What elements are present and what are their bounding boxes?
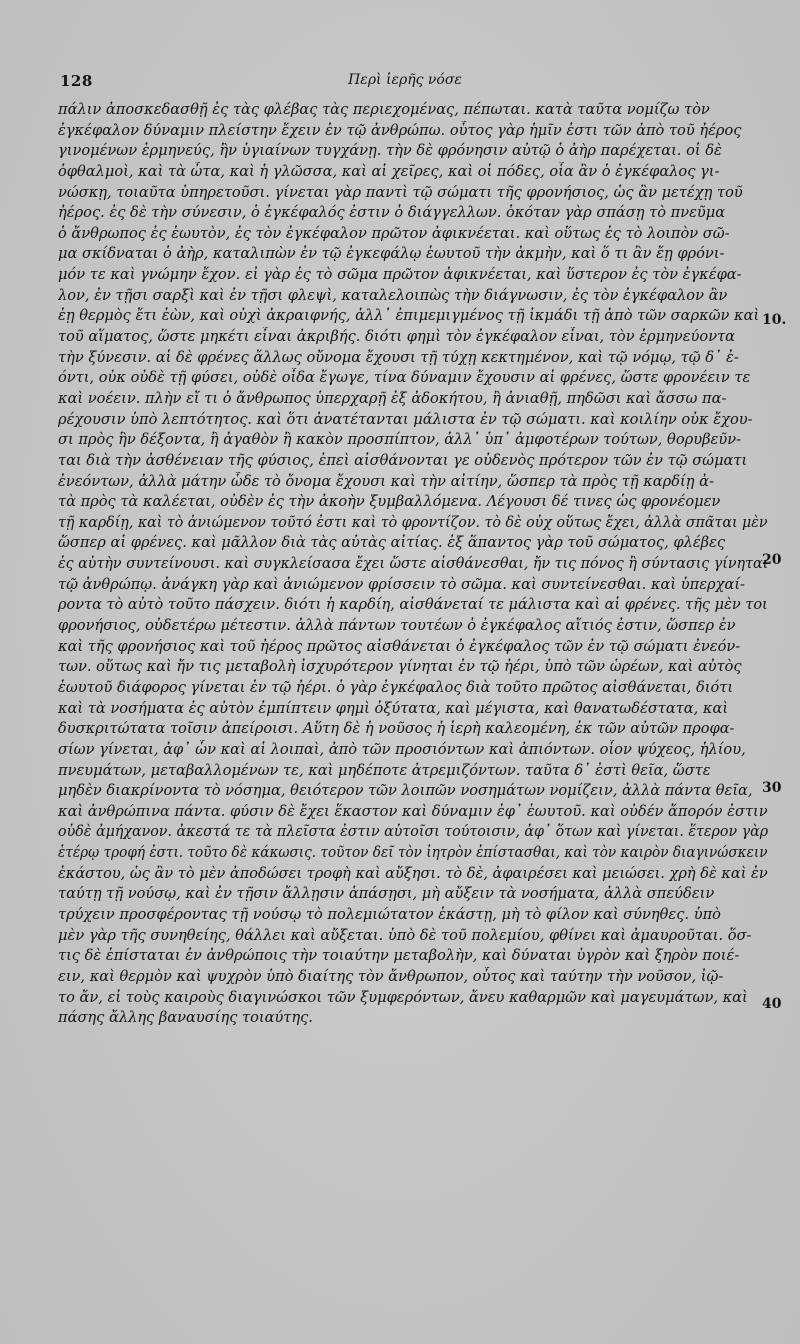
text-line: ἑωυτοῦ διάφορος γίνεται ἐν τῷ ἠέρι. ὁ γὰρ ἐγκέφαλος διὰ τοῦτο πρῶτος αἰσθάνεται, διότι	[58, 678, 734, 696]
text-line: γινομένων ἑρμηνεύς, ἢν ὑγιαίνων τυγχάνῃ. τὴν δὲ φρόνησιν αὐτῷ ὁ ἀὴρ παρέχεται. οἱ δὲ	[58, 142, 722, 160]
text-line: λον, ἐν τῇσι σαρξὶ καὶ ἐν τῇσι φλεψὶ, καταλελοιπὼς τὴν διάγνωσιν, ἐς τὸν ἐγκέφαλον ἂν	[58, 286, 728, 304]
margin-number: 30	[762, 780, 782, 796]
text-line: μηδὲν διακρίνοντα τὸ νόσημα, θειότερον τῶν λοιπῶν νοσημάτων νομίζειν, ἀλλὰ πάντα θεῖα,	[58, 782, 753, 800]
text-line: ρέχουσιν ὑπὸ λεπτότητος. καὶ ὅτι ἀνατέτανται μάλιστα ἐν τῷ σώματι. καὶ κοιλίην οὐκ ἔχου-	[58, 410, 753, 428]
text-line: τὴν ξύνεσιν. αἱ δὲ φρένες ἄλλως οὔνομα ἔχουσι τῇ τύχῃ κεκτημένον, καὶ τῷ νόμῳ, τῷ δ᾽ ἐ-	[58, 348, 739, 366]
text-line: καὶ ἀνθρώπινα πάντα. φύσιν δὲ ἔχει ἕκαστον καὶ δύναμιν ἐφ᾽ ἑωυτοῦ. καὶ οὐδέν ἄπορόν ἐστιν	[58, 802, 768, 820]
text-line: ταύτῃ τῇ νούσῳ, καὶ ἐν τῇσιν ἄλλῃσιν ἁπάσῃσι, μὴ αὔξειν τὰ νοσήματα, ἀλλὰ σπεύδειν	[58, 885, 715, 903]
text-line: ὁ ἄνθρωπος ἐς ἑωυτὸν, ἐς τὸν ἐγκέφαλον πρῶτον ἀφικνέεται. καὶ οὕτως ἐς τὸ λοιπὸν σῶ-	[58, 224, 730, 242]
text-line: μὲν γὰρ τῆς συνηθείης, θάλλει καὶ αὔξεται. ὑπὸ δὲ τοῦ πολεμίου, φθίνει καὶ ἀμαυροῦται. ὅσ-	[58, 926, 752, 944]
text-line: οὐδὲ ἀμήχανον. ἀκεστά τε τὰ πλεῖστα ἐστιν αὐτοῖσι τούτοισιν, ἀφ᾽ ὅτων καὶ γίνεται. ἕτερον γὰρ	[58, 823, 768, 841]
text-line: ειν, καὶ θερμὸν καὶ ψυχρὸν ὑπὸ διαίτης τὸν ἄνθρωπον, οὗτος καὶ ταύτην τὴν νοῦσον, ἰῷ-	[58, 967, 724, 985]
text-line: ἠέρος. ἐς δὲ τὴν σύνεσιν, ὁ ἐγκέφαλός ἐστιν ὁ διάγγελλων. ὁκόταν γὰρ σπάσῃ τὸ πνεῦμα	[58, 204, 726, 222]
margin-number: 40	[762, 996, 782, 1012]
text-line: πάλιν ἀποσκεδασθῇ ἐς τὰς φλέβας τὰς περιεχομένας, πέπωται. κατὰ ταῦτα νομίζω τὸν	[58, 101, 710, 118]
text-line: τῷ ἀνθρώπῳ. ἀνάγκη γὰρ καὶ ἀνιώμενον φρίσσειν τὸ σῶμα. καὶ συντείνεσθαι. καὶ ὑπερχαί-	[58, 575, 745, 593]
margin-line-numbers	[758, 0, 798, 1344]
text-line: τοῦ αἵματος, ὥστε μηκέτι εἶναι ἀκριβής. διότι φημὶ τὸν ἐγκέφαλον εἶναι, τὸν ἑρμηνεύοντα	[58, 328, 735, 346]
page-number: 128	[60, 72, 93, 90]
text-line: ὀφθαλμοὶ, καὶ τὰ ὦτα, καὶ ἡ γλῶσσα, καὶ αἱ χεῖρες, καὶ οἱ πόδες, οἷα ἂν ὁ ἐγκέφαλος γι-	[58, 162, 720, 180]
text-line: ἑκάστου, ὡς ἂν τὸ μὲν ἀποδώσει τροφὴ καὶ αὔξησι. τὸ δὲ, ἀφαιρέσει καὶ μειώσει. χρὴ δὲ καὶ ἐν	[58, 864, 768, 882]
text-line: τῇ καρδίῃ, καὶ τὸ ἀνιώμενον τοῦτό ἐστι καὶ τὸ φροντίζον. τὸ δὲ οὐχ οὕτως ἔχει, ἀλλὰ σπᾶται μὲν	[58, 513, 768, 531]
body-text	[58, 100, 768, 1029]
margin-number: 20	[762, 552, 782, 568]
text-line: ἐνεόντων, ἀλλὰ μάτην ὧδε τὸ ὄνομα ἔχουσι καὶ τὴν αἰτίην, ὥσπερ τὰ πρὸς τῇ καρδίῃ ἀ-	[58, 472, 714, 490]
text-line: τις δὲ ἐπίσταται ἐν ἀνθρώποις τὴν τοιαύτην μεταβολὴν, καὶ δύναται ὑγρὸν καὶ ξηρὸν ποιέ-	[58, 947, 740, 965]
text-line: σίων γίνεται, ἀφ᾽ ὧν καὶ αἱ λοιπαὶ, ἀπὸ τῶν προσιόντων καὶ ἀπιόντων. οἷον ψύχεος, ἡλίου,	[58, 740, 746, 758]
page-header	[60, 72, 750, 94]
text-line: καὶ τῆς φρονήσιος καὶ τοῦ ἠέρος πρῶτος αἰσθάνεται ὁ ἐγκέφαλος τῶν ἐν τῷ σώματι ἐνεόν-	[58, 637, 741, 655]
text-line: φρονήσιος, οὐδετέρω μέτεστιν. ἀλλὰ πάντων τουτέων ὁ ἐγκέφαλος αἴτιός ἐστιν, ὥσπερ ἐν	[58, 617, 736, 635]
text-line: μα σκίδναται ὁ ἀὴρ, καταλιπὼν ἐν τῷ ἐγκεφάλῳ ἑωυτοῦ τὴν ἀκμὴν, καὶ ὅ τι ἂν ἔῃ φρόνι-	[58, 245, 725, 263]
text-line: τρύχειν προσφέροντας τῇ νούσῳ τὸ πολεμιώτατον ἑκάστῃ, μὴ τὸ φίλον καὶ σύνηθες. ὑπὸ	[58, 905, 721, 923]
text-line: των. οὕτως καὶ ἤν τις μεταβολὴ ἰσχυρότερον γίνηται ἐν τῷ ἠέρι, ὑπὸ τῶν ὡρέων, καὶ αὐτὸς	[58, 658, 742, 676]
running-head: Περὶ ἱερῆς νόσε	[348, 72, 462, 88]
text-line: ἑτέρῳ τροφή ἐστι. τοῦτο δὲ κάκωσις. τοῦτον δεῖ τὸν ἰητρὸν ἐπίστασθαι, καὶ τὸν καιρὸν διαγινώσκειν	[58, 844, 768, 862]
text-line: όντι, οὐκ οὐδὲ τῇ φύσει, οὐδὲ οἶδα ἔγωγε, τίνα δύναμιν ἔχουσιν αἱ φρένες, ὥστε φρονέειν τε	[58, 369, 751, 387]
margin-number: 10.	[762, 312, 787, 328]
text-line: ἐῃ θερμὸς ἔτι ἐὼν, καὶ οὐχὶ ἀκραιφνής, ἀλλ᾽ ἐπιμεμιγμένος τῇ ἰκμάδι τῇ ἀπὸ τῶν σαρκῶν καὶ	[58, 307, 760, 325]
text-line: πάσης ἄλλης βαναυσίης τοιαύτης.	[58, 1009, 313, 1027]
text-line: ροντα τὸ αὐτὸ τοῦτο πάσχειν. διότι ἡ καρδίη, αἰσθάνεταί τε μάλιστα καὶ αἱ φρένες. τῆς μὲν τοι	[58, 596, 768, 614]
text-line: καὶ νοέειν. πλὴν εἴ τι ὁ ἄνθρωπος ὑπερχαρῇ ἐξ ἀδοκήτου, ἢ ἀνιαθῇ, πηδῶσι καὶ ἄσσω πα-	[58, 389, 727, 407]
text-line: δυσκριτώτατα τοῖσιν ἀπείροισι. Αὕτη δὲ ἡ νοῦσος ἡ ἱερὴ καλεομένη, ἐκ τῶν αὐτῶν προφα-	[58, 720, 735, 738]
text-line: το ἄν, εἰ τοὺς καιροὺς διαγινώσκοι τῶν ξυμφερόντων, ἄνευ καθαρμῶν καὶ μαγευμάτων, καὶ	[58, 988, 748, 1006]
text-line: πνευμάτων, μεταβαλλομένων τε, καὶ μηδέποτε ἀτρεμιζόντων. ταῦτα δ᾽ ἐστὶ θεῖα, ὥστε	[58, 761, 711, 779]
text-line: ἐγκέφαλον δύναμιν πλείστην ἔχειν ἐν τῷ ἀνθρώπω. οὗτος γὰρ ἡμῖν ἐστι τῶν ἀπὸ τοῦ ἠέρος	[58, 121, 742, 139]
text-line: ται διὰ τὴν ἀσθένειαν τῆς φύσιος, ἐπεὶ αἰσθάνονται γε οὐδενὸς πρότερον τῶν ἐν τῷ σώματι	[58, 451, 748, 469]
text-line: μόν τε καὶ γνώμην ἔχον. εἰ γὰρ ἐς τὸ σῶμα πρῶτον ἀφικνέεται, καὶ ὕστερον ἐς τὸν ἐγκέφα-	[58, 266, 742, 284]
text-line: τὰ πρὸς τὰ καλέεται, οὐδὲν ἐς τὴν ἀκοὴν ξυμβαλλόμενα. Λέγουσι δέ τινες ὡς φρονέομεν	[58, 493, 721, 511]
text-line: καὶ τὰ νοσήματα ἐς αὐτὸν ἐμπίπτειν φημὶ ὀξύτατα, καὶ μέγιστα, καὶ θανατωδέστατα, καὶ	[58, 699, 729, 717]
text-line: ἐς αὐτὴν συντείνουσι. καὶ συγκλείσασα ἔχει ὥστε αἰσθάνεσθαι, ἤν τις πόνος ἢ σύντασις γίνηται	[58, 555, 768, 573]
text-line: νώσκῃ, τοιαῦτα ὑπηρετοῦσι. γίνεται γὰρ παντὶ τῷ σώματι τῆς φρονήσιος, ὡς ἂν μετέχῃ τοῦ	[58, 183, 743, 201]
text-line: σι πρὸς ἣν δέξοντα, ἢ ἀγαθὸν ἢ κακὸν προσπίπτον, ἀλλ᾽ ὑπ᾽ ἀμφοτέρων τούτων, θορυβεῦν-	[58, 431, 742, 449]
text-line: ὥσπερ αἱ φρένες. καὶ μᾶλλον διὰ τὰς αὐτὰς αἰτίας. ἐξ ἅπαντος γὰρ τοῦ σώματος, φλέβες	[58, 534, 726, 552]
